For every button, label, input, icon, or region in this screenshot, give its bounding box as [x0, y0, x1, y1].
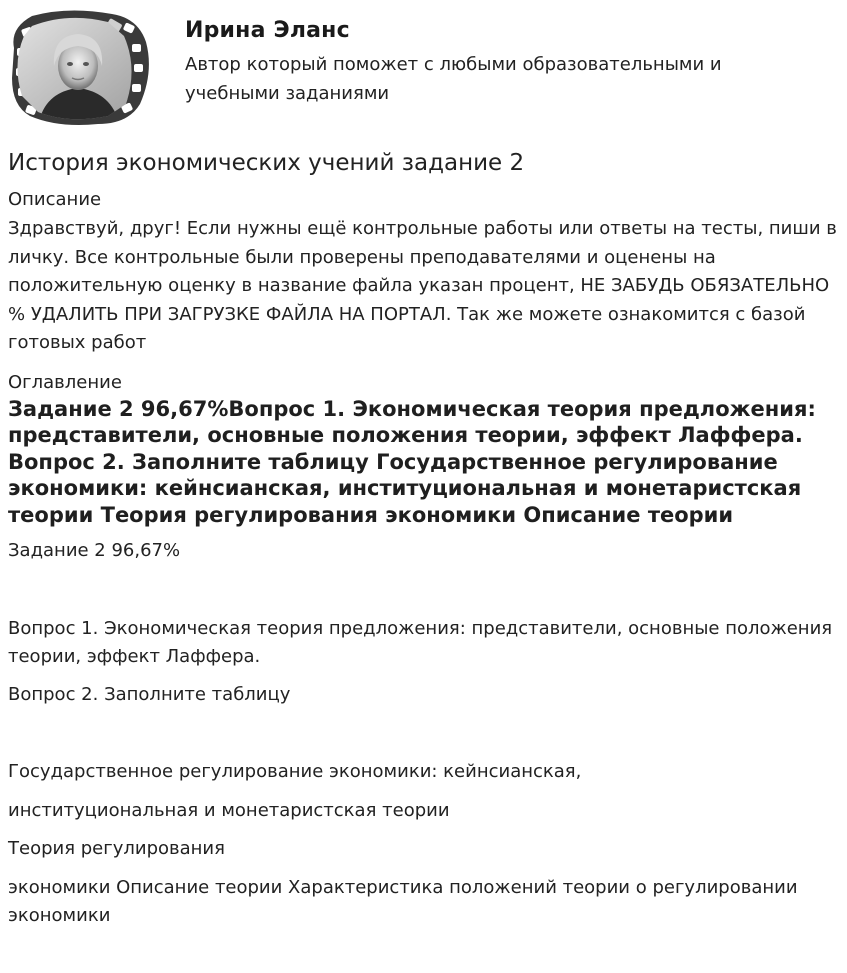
paragraph-question-2: Вопрос 2. Заполните таблицу [8, 683, 291, 705]
toc-label: Оглавление [8, 371, 122, 393]
paragraph-gov-regulation: Государственное регулирование экономики: кейнсианская, [8, 761, 582, 782]
page-title: История экономических учений задание 2 [8, 150, 525, 176]
author-name[interactable]: Ирина Эланс [185, 18, 350, 43]
paragraph-question-1: Вопрос 1. Экономическая теория предложения: представители, основные положения теории, эффект Лаффера. [8, 617, 833, 667]
description-label: Описание [8, 189, 102, 210]
author-block [8, 8, 838, 128]
paragraph-task: Задание 2 96,67% [8, 540, 181, 561]
author-description: Автор который поможет с любыми образовательными и учебными заданиями [185, 54, 722, 104]
description-text: Здравствуй, друг! Если нужны ещё контрольные работы или ответы на тесты, пиши в личку. Все контрольные были проверены преподавателями и оценены на положительную оценку в название файла указан процент, НЕ ЗАБУДЬ ОБЯЗАТЕЛЬНО % УДАЛИТЬ ПРИ ЗАГРУЗКЕ ФАЙЛА НА ПОРТАЛ. Так же можете ознакомится с базой готовых работ [8, 218, 837, 353]
paragraph-regulation-theory: Теория регулирования [8, 838, 225, 859]
paragraph-economy-description: экономики Описание теории Характеристика положений теории о регулировании экономики [8, 876, 798, 926]
paragraph-theories: институциональная и монетаристская теории [8, 799, 450, 821]
work-content [8, 148, 840, 931]
author-avatar[interactable] [8, 8, 150, 126]
toc-text: Задание 2 96,67%Вопрос 1. Экономическая теория предложения: представители, основные положения теории, эффект Лаффера. Вопрос 2. Заполните таблицу Государственное регулирование экономики: кейнсианская, институциональная и монетаристская теории Теория регулирования экономики Описание теории [8, 396, 816, 527]
